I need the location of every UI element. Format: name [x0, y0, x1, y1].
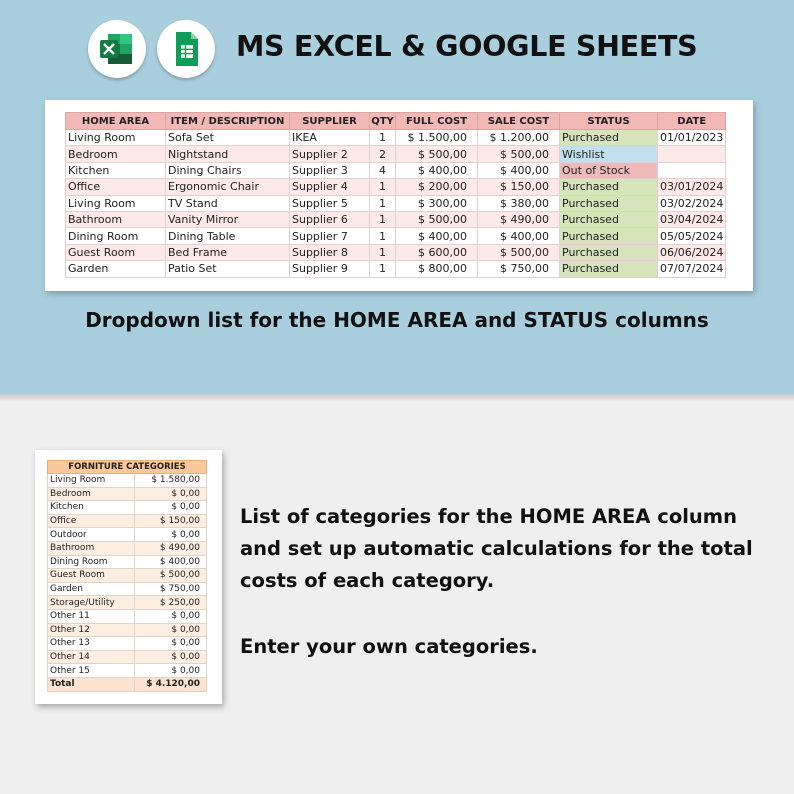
item-cell: Dining Table [166, 228, 290, 244]
category-name: Outdoor [48, 528, 135, 542]
category-cost: $ 500,00 [135, 569, 207, 583]
item-cell: Patio Set [166, 261, 290, 277]
category-row [48, 582, 207, 596]
qty-cell: 1 [370, 211, 396, 227]
column-header: SALE COST [478, 113, 560, 130]
column-header: SUPPLIER [290, 113, 370, 130]
qty-cell: 1 [370, 244, 396, 260]
supplier-cell: Supplier 3 [290, 162, 370, 178]
home-area-cell[interactable]: Kitchen [66, 162, 166, 178]
supplier-cell: IKEA [290, 130, 370, 146]
full-cost-cell: $ 400,00 [396, 228, 478, 244]
home-area-cell[interactable]: Office [66, 179, 166, 195]
category-name: Living Room [48, 474, 135, 488]
date-cell: 03/04/2024 [658, 211, 726, 227]
item-cell: Bed Frame [166, 244, 290, 260]
status-cell[interactable]: Purchased [560, 179, 658, 195]
custom-categories-note: Enter your own categories. [240, 635, 538, 658]
category-cost: $ 0,00 [135, 501, 207, 515]
category-caption-line: costs of each category. [240, 569, 495, 592]
table-row [66, 261, 726, 277]
category-cost: $ 0,00 [135, 664, 207, 678]
home-area-cell[interactable]: Living Room [66, 130, 166, 146]
date-cell: 07/07/2024 [658, 261, 726, 277]
category-row [48, 501, 207, 515]
spreadsheet-preview [45, 100, 753, 291]
category-name: Office [48, 514, 135, 528]
sale-cost-cell: $ 750,00 [478, 261, 560, 277]
sale-cost-cell: $ 500,00 [478, 244, 560, 260]
category-cost: $ 1.580,00 [135, 474, 207, 488]
date-cell: 06/06/2024 [658, 244, 726, 260]
item-cell: Ergonomic Chair [166, 179, 290, 195]
category-cost: $ 150,00 [135, 514, 207, 528]
table-row [66, 195, 726, 211]
supplier-cell: Supplier 9 [290, 261, 370, 277]
category-summary-preview [35, 450, 222, 704]
item-cell: Sofa Set [166, 130, 290, 146]
table-row [66, 146, 726, 162]
page-title: MS EXCEL & GOOGLE SHEETS [236, 30, 698, 63]
category-cost: $ 0,00 [135, 487, 207, 501]
category-name: Other 11 [48, 609, 135, 623]
full-cost-cell: $ 400,00 [396, 162, 478, 178]
furniture-table [65, 112, 726, 278]
date-cell: 03/01/2024 [658, 179, 726, 195]
qty-cell: 4 [370, 162, 396, 178]
category-cost: $ 400,00 [135, 555, 207, 569]
total-label: Total [48, 677, 135, 691]
date-cell: 03/02/2024 [658, 195, 726, 211]
date-cell [658, 162, 726, 178]
banner-shadow [0, 394, 794, 402]
date-cell [658, 146, 726, 162]
category-cost: $ 750,00 [135, 582, 207, 596]
category-row [48, 596, 207, 610]
supplier-cell: Supplier 5 [290, 195, 370, 211]
item-cell: Nightstand [166, 146, 290, 162]
full-cost-cell: $ 300,00 [396, 195, 478, 211]
category-row [48, 528, 207, 542]
category-name: Kitchen [48, 501, 135, 515]
sale-cost-cell: $ 150,00 [478, 179, 560, 195]
category-cost: $ 0,00 [135, 637, 207, 651]
category-row [48, 623, 207, 637]
column-header: HOME AREA [66, 113, 166, 130]
category-name: Dining Room [48, 555, 135, 569]
excel-icon [88, 20, 146, 78]
supplier-cell: Supplier 2 [290, 146, 370, 162]
qty-cell: 1 [370, 179, 396, 195]
category-row [48, 514, 207, 528]
category-row [48, 637, 207, 651]
qty-cell: 1 [370, 261, 396, 277]
full-cost-cell: $ 500,00 [396, 211, 478, 227]
home-area-cell[interactable]: Guest Room [66, 244, 166, 260]
category-name: Storage/Utility [48, 596, 135, 610]
sale-cost-cell: $ 490,00 [478, 211, 560, 227]
dropdown-caption: Dropdown list for the HOME AREA and STATUS columns [85, 308, 709, 332]
category-total-row [48, 677, 207, 691]
category-name: Garden [48, 582, 135, 596]
table-row [66, 211, 726, 227]
home-area-cell[interactable]: Dining Room [66, 228, 166, 244]
full-cost-cell: $ 500,00 [396, 146, 478, 162]
table-body [66, 130, 726, 278]
home-area-cell[interactable]: Bedroom [66, 146, 166, 162]
category-caption-line: and set up automatic calculations for the total [240, 537, 753, 560]
item-cell: Dining Chairs [166, 162, 290, 178]
category-row [48, 487, 207, 501]
category-row [48, 569, 207, 583]
qty-cell: 1 [370, 195, 396, 211]
full-cost-cell: $ 200,00 [396, 179, 478, 195]
supplier-cell: Supplier 6 [290, 211, 370, 227]
table-row [66, 179, 726, 195]
qty-cell: 2 [370, 146, 396, 162]
sale-cost-cell: $ 500,00 [478, 146, 560, 162]
date-cell: 05/05/2024 [658, 228, 726, 244]
column-header: ITEM / DESCRIPTION [166, 113, 290, 130]
google-sheets-icon [157, 20, 215, 78]
status-cell[interactable]: Purchased [560, 261, 658, 277]
category-name: Other 13 [48, 637, 135, 651]
item-cell: TV Stand [166, 195, 290, 211]
qty-cell: 1 [370, 130, 396, 146]
column-header: STATUS [560, 113, 658, 130]
category-caption-line: List of categories for the HOME AREA column [240, 505, 737, 528]
home-area-cell[interactable]: Living Room [66, 195, 166, 211]
category-row [48, 541, 207, 555]
category-table-title: FORNITURE CATEGORIES [48, 461, 207, 474]
status-cell[interactable]: Purchased [560, 130, 658, 146]
category-name: Bathroom [48, 541, 135, 555]
category-name: Other 14 [48, 650, 135, 664]
sale-cost-cell: $ 1.200,00 [478, 130, 560, 146]
category-cost: $ 0,00 [135, 609, 207, 623]
column-header: FULL COST [396, 113, 478, 130]
category-cost: $ 0,00 [135, 623, 207, 637]
sale-cost-cell: $ 380,00 [478, 195, 560, 211]
category-name: Guest Room [48, 569, 135, 583]
table-row [66, 162, 726, 178]
supplier-cell: Supplier 4 [290, 179, 370, 195]
category-name: Bedroom [48, 487, 135, 501]
sale-cost-cell: $ 400,00 [478, 228, 560, 244]
total-value: $ 4.120,00 [135, 677, 207, 691]
category-caption [240, 501, 753, 597]
category-row [48, 555, 207, 569]
full-cost-cell: $ 800,00 [396, 261, 478, 277]
sale-cost-cell: $ 400,00 [478, 162, 560, 178]
status-cell[interactable]: Purchased [560, 244, 658, 260]
category-row [48, 609, 207, 623]
category-cost: $ 0,00 [135, 650, 207, 664]
status-cell[interactable]: Wishlist [560, 146, 658, 162]
column-header: DATE [658, 113, 726, 130]
category-cost: $ 490,00 [135, 541, 207, 555]
category-row [48, 474, 207, 488]
category-name: Other 12 [48, 623, 135, 637]
table-row [66, 244, 726, 260]
column-header: QTY [370, 113, 396, 130]
date-cell: 01/01/2023 [658, 130, 726, 146]
status-cell[interactable]: Purchased [560, 228, 658, 244]
table-row [66, 228, 726, 244]
home-area-cell[interactable]: Garden [66, 261, 166, 277]
category-cost: $ 250,00 [135, 596, 207, 610]
category-table [47, 460, 207, 692]
full-cost-cell: $ 1.500,00 [396, 130, 478, 146]
category-name: Other 15 [48, 664, 135, 678]
category-cost: $ 0,00 [135, 528, 207, 542]
item-cell: Vanity Mirror [166, 211, 290, 227]
status-cell[interactable]: Purchased [560, 211, 658, 227]
supplier-cell: Supplier 7 [290, 228, 370, 244]
category-row [48, 664, 207, 678]
full-cost-cell: $ 600,00 [396, 244, 478, 260]
home-area-cell[interactable]: Bathroom [66, 211, 166, 227]
qty-cell: 1 [370, 228, 396, 244]
table-header-row [66, 113, 726, 130]
status-cell[interactable]: Out of Stock [560, 162, 658, 178]
category-row [48, 650, 207, 664]
supplier-cell: Supplier 8 [290, 244, 370, 260]
status-cell[interactable]: Purchased [560, 195, 658, 211]
table-row [66, 130, 726, 146]
